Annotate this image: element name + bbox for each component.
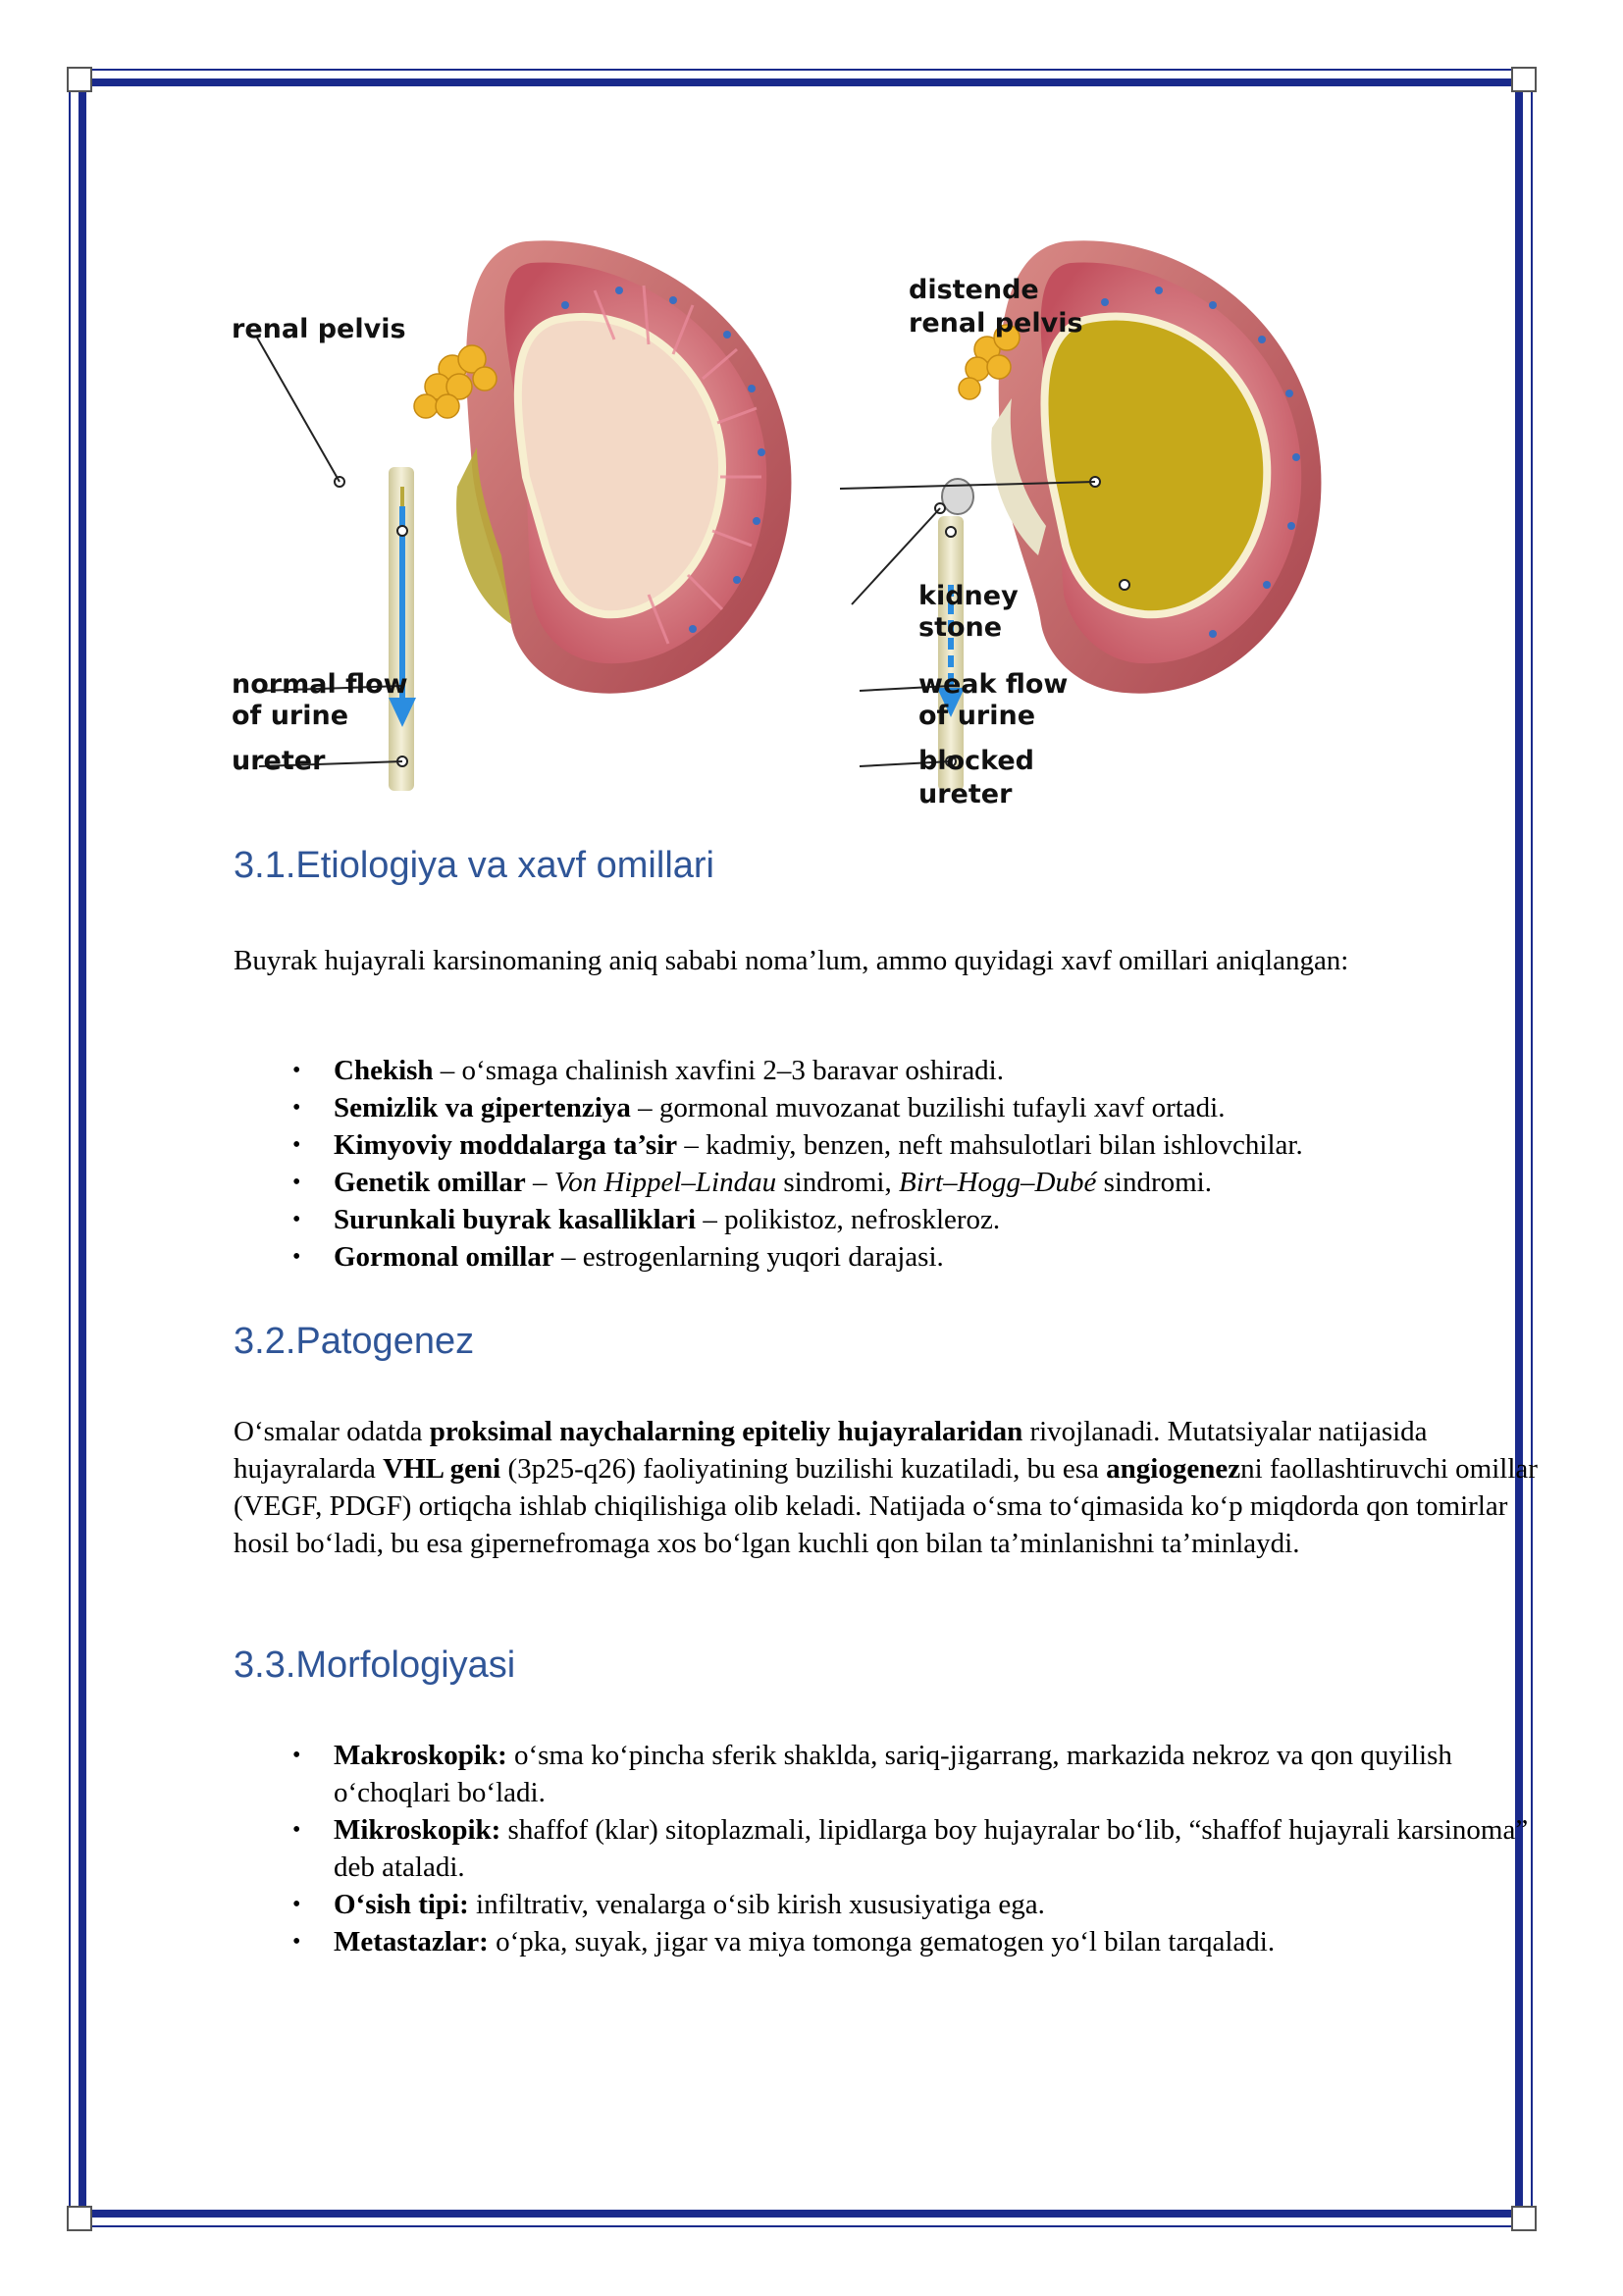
label-distended: distende <box>909 275 1039 305</box>
label-blocked-ureter: ureter <box>918 779 1013 809</box>
list-item: • Kimyoviy moddalarga ta’sir – kadmiy, benzen, neft mahsulotlari bilan ishlovchilar. <box>292 1129 1303 1161</box>
section-heading-etiology: 3.1.Etiologiya va xavf omillari <box>234 845 714 886</box>
list-item: • Chekish – o‘smaga chalinish xavfini 2–3 baravar oshiradi. <box>292 1055 1004 1086</box>
list-item: • Gormonal omillar – estrogenlarning yuqori darajasi. <box>292 1241 944 1273</box>
list-item: • Genetik omillar – Von Hippel–Lindau sindromi, Birt–Hogg–Dubé sindromi. <box>292 1167 1212 1198</box>
section-heading-pathogenesis: 3.2.Patogenez <box>234 1321 475 1362</box>
label-weak-of-urine: of urine <box>918 701 1036 731</box>
kidney-illustration <box>232 232 1527 820</box>
label-normal-flow: normal flow <box>232 669 408 700</box>
label-weak-flow: weak flow <box>918 669 1069 700</box>
pathogenesis-paragraph: O‘smalar odatda proksimal naychalarning epiteliy hujayralaridan rivojlanadi. Mutatsiyalar natijasida hujayralarda VHL geni (3p25-q26) faoliyatining buzilishi kuzatiladi, bu esa angiogenezni faollashtiruvchi omillar (VEGF, PDGF) ortiqcha ishlab chiqilishiga olib keladi. Natijada o‘sma to‘qimasida ko‘p miqdorda qon tomirlar hosil bo‘ladi, bu esa gipernefromaga xos bo‘lgan kuchli qon bilan ta’minlanishni ta’minlaydi. <box>234 1416 1538 1559</box>
label-of-urine: of urine <box>232 701 349 731</box>
morphology-list <box>234 1737 1548 1960</box>
section-heading-morphology: 3.3.Morfologiyasi <box>234 1644 516 1686</box>
list-item: • Surunkali buyrak kasalliklari – polikistoz, nefroskleroz. <box>292 1204 1001 1235</box>
label-stone: stone <box>918 612 1003 643</box>
list-item: • Mikroskopik: shaffof (klar) sitoplazmali, lipidlarga boy hujayralar bo‘lib, “shaffof hujayrali karsinoma” deb ataladi. <box>292 1814 1529 1883</box>
list-item: • O‘sish tipi: infiltrativ, venalarga o‘sib kirish xususiyatiga ega. <box>292 1889 1045 1920</box>
etiology-intro: Buyrak hujayrali karsinomaning aniq sababi noma’lum, ammo quyidagi xavf omillari aniqlangan: <box>234 945 1349 976</box>
label-distended-renal-pelvis: renal pelvis <box>909 308 1083 339</box>
list-item: • Metastazlar: o‘pka, suyak, jigar va miya tomonga gematogen yo‘l bilan tarqaladi. <box>292 1926 1276 1957</box>
risk-factor-list <box>234 1052 1548 1276</box>
label-ureter: ureter <box>232 746 326 776</box>
corner-ornament <box>1511 2206 1537 2231</box>
list-item: • Semizlik va gipertenziya – gormonal muvozanat buzilishi tufayli xavf ortadi. <box>292 1092 1226 1123</box>
label-kidney: kidney <box>918 581 1019 611</box>
label-renal-pelvis: renal pelvis <box>232 314 406 344</box>
label-blocked: blocked <box>918 746 1035 776</box>
corner-ornament <box>1511 67 1537 92</box>
corner-ornament <box>67 67 92 92</box>
corner-ornament <box>67 2206 92 2231</box>
list-item: • Makroskopik: o‘sma ko‘pincha sferik shaklda, sariq-jigarrang, markazida nekroz va qon quyilish o‘choqlari bo‘ladi. <box>292 1740 1452 1808</box>
